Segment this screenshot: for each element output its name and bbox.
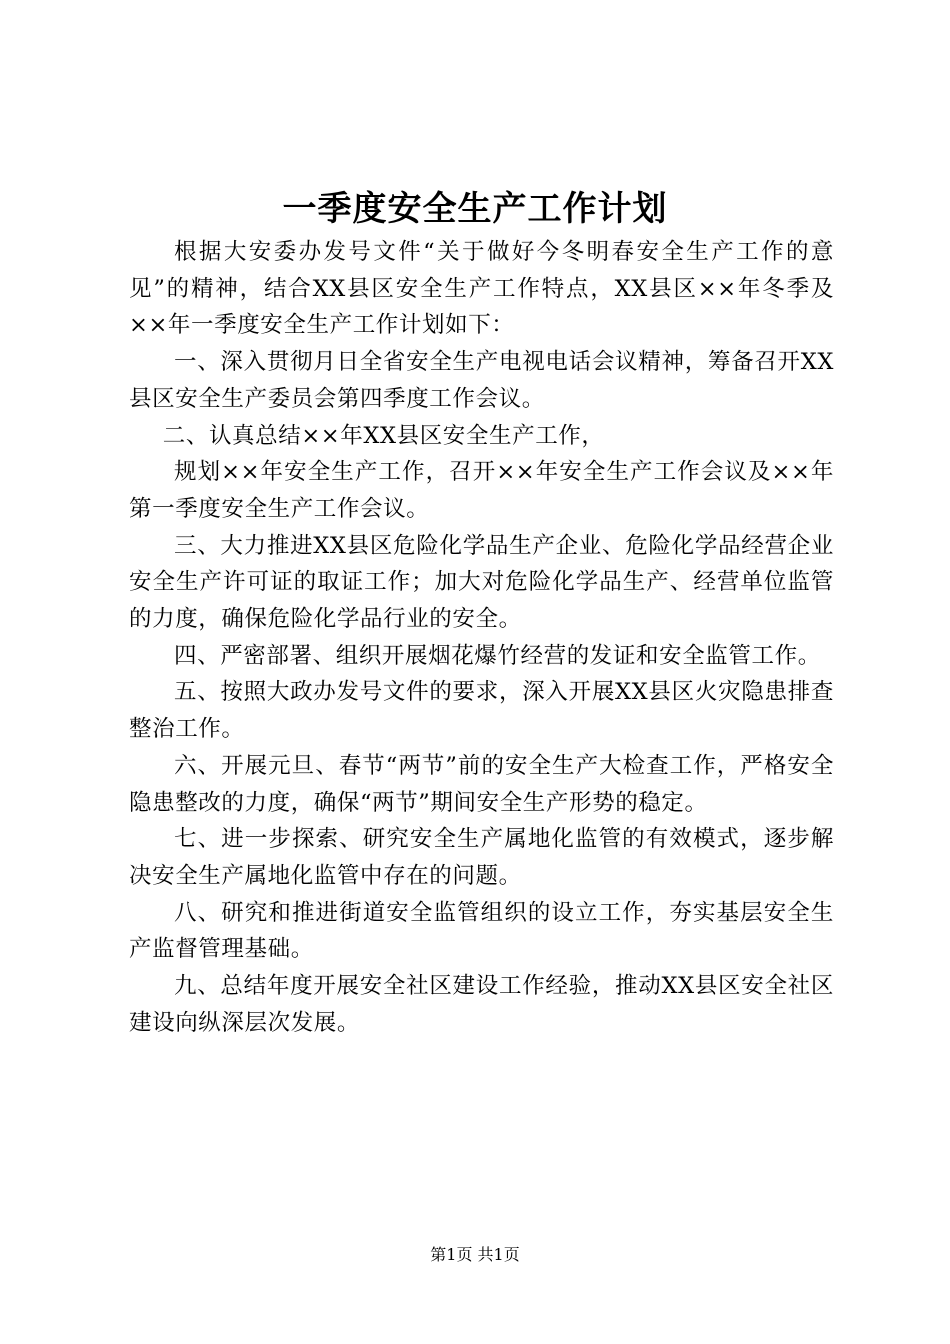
paragraph-item-7: 七、进一步探索、研究安全生产属地化监管的有效模式，逐步解决安全生产属地化监管中存在的问题。	[129, 826, 834, 889]
paragraph-item-3: 三、大力推进XX县区危险化学品生产企业、危险化学品经营企业安全生产许可证的取证工作；加大对危险化学品生产、经营单位监管的力度，确保危险化学品行业的安全。	[129, 532, 834, 633]
paragraph-item-6: 六、开展元旦、春节“两节”前的安全生产大检查工作，严格安全隐患整改的力度，确保“两节”期间安全生产形势的稳定。	[129, 752, 834, 816]
document-body	[129, 234, 834, 1041]
paragraph-item-2: 二、认真总结××年XX县区安全生产工作，	[162, 422, 605, 449]
paragraph-item-2-continued: 规划××年安全生产工作，召开××年安全生产工作会议及××年第一季度安全生产工作会议。	[129, 459, 834, 522]
page-number-footer: 第1页 共1页	[430, 1245, 520, 1264]
paragraph-item-4: 四、严密部署、组织开展烟花爆竹经营的发证和安全监管工作。	[174, 642, 821, 669]
document-title: 一季度安全生产工作计划	[282, 189, 668, 229]
paragraph-item-1: 一、深入贯彻月日全省安全生产电视电话会议精神，筹备召开XX县区安全生产委员会第四季度工作会议。	[129, 349, 834, 412]
paragraph-item-9: 九、总结年度开展安全社区建设工作经验，推动XX县区安全社区建设向纵深层次发展。	[129, 973, 834, 1036]
paragraph-intro: 根据大安委办发号文件“关于做好今冬明春安全生产工作的意见”的精神，结合XX县区安全生产工作特点，XX县区××年冬季及××年一季度安全生产工作计划如下：	[129, 239, 834, 339]
paragraph-item-8: 八、研究和推进街道安全监管组织的设立工作，夯实基层安全生产监督管理基础。	[129, 899, 834, 963]
paragraph-item-5: 五、按照大政办发号文件的要求，深入开展XX县区火灾隐患排查整治工作。	[129, 679, 834, 743]
